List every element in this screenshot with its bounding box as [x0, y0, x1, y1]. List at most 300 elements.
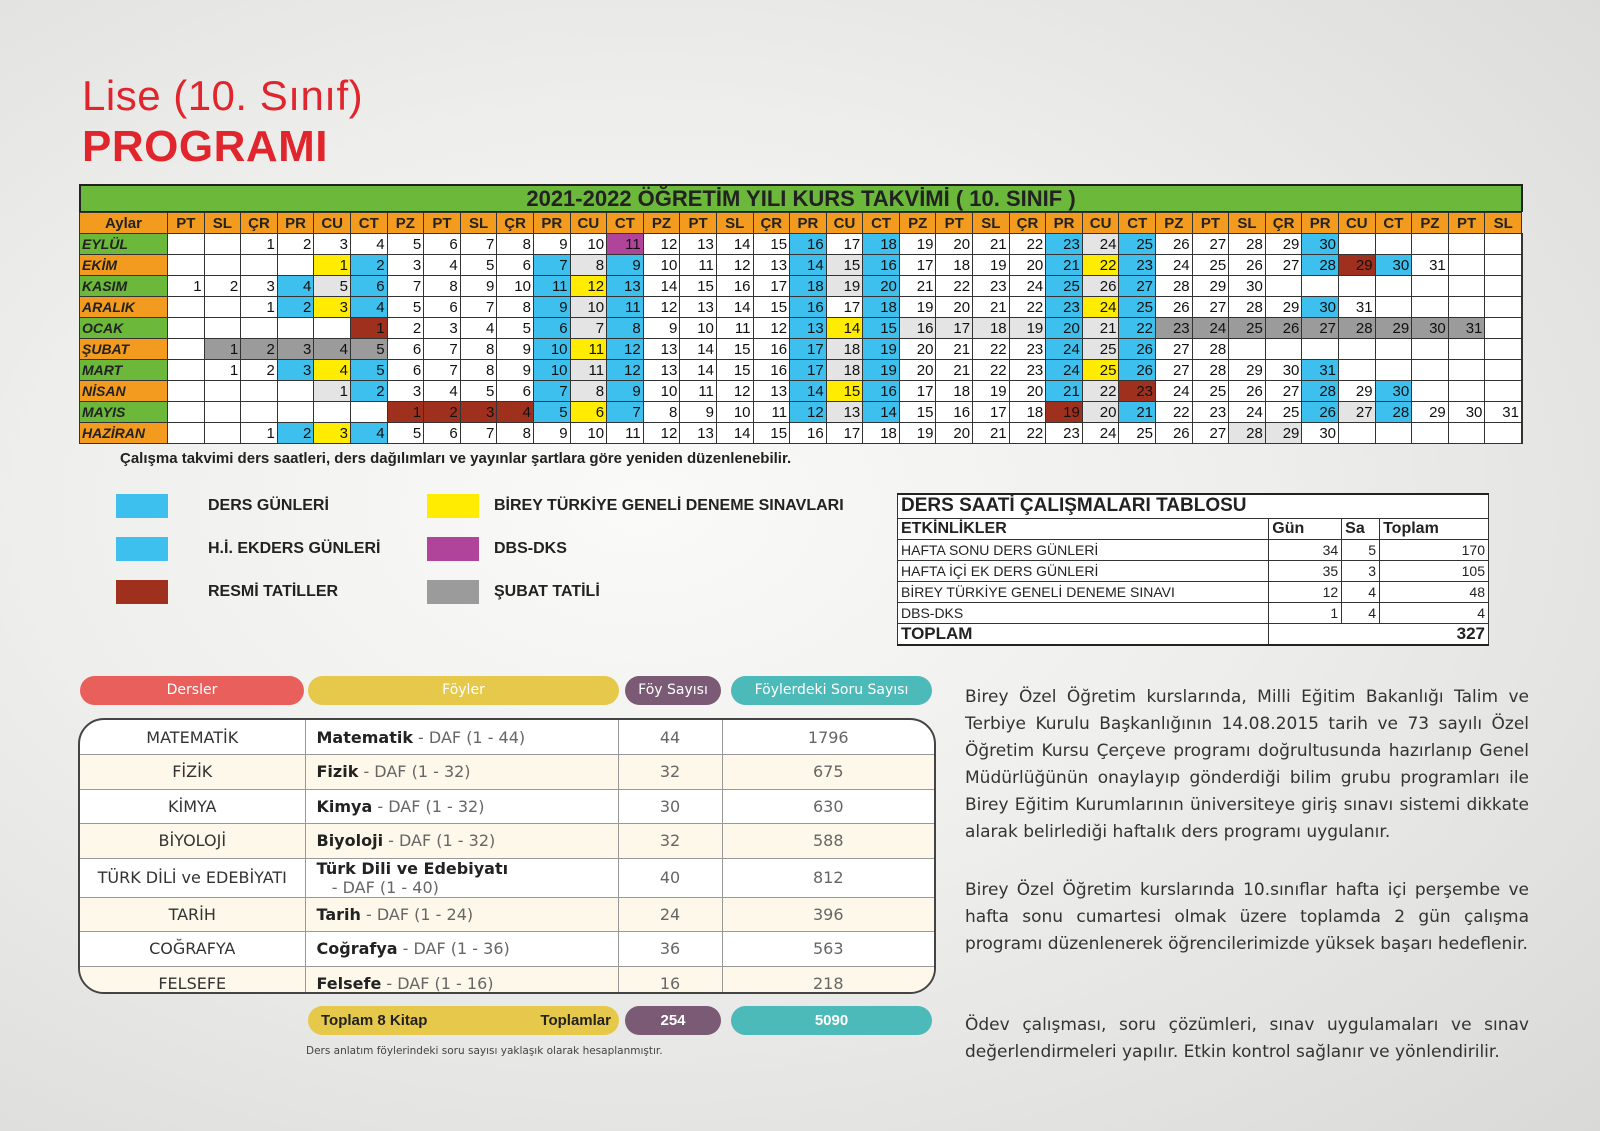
calendar-header-day: CU	[1339, 213, 1376, 234]
calendar-day-cell: 30	[1375, 381, 1412, 402]
calendar-day-cell	[1448, 423, 1485, 444]
calendar-day-cell: 11	[607, 234, 644, 255]
calendar-day-cell	[1375, 339, 1412, 360]
calendar-day-cell: 10	[533, 360, 570, 381]
books-booklet	[305, 966, 618, 994]
calendar-day-cell	[241, 402, 278, 423]
calendar-day-cell	[1339, 339, 1376, 360]
calendar-day-cell	[204, 381, 241, 402]
calendar-day-cell: 17	[826, 234, 863, 255]
calendar-month-name: OCAK	[80, 318, 168, 339]
calendar-day-cell: 28	[1156, 276, 1193, 297]
books-row	[80, 966, 934, 994]
calendar-day-cell: 15	[753, 234, 790, 255]
books-count: 44	[618, 720, 722, 755]
calendar-day-cell: 4	[277, 276, 314, 297]
calendar-day-cell	[241, 381, 278, 402]
calendar-day-cell: 25	[1046, 276, 1083, 297]
calendar-day-cell: 29	[1412, 402, 1449, 423]
calendar-header-day: PT	[1448, 213, 1485, 234]
calendar-day-cell: 8	[570, 381, 607, 402]
calendar-day-cell: 9	[607, 381, 644, 402]
calendar-day-cell	[168, 255, 205, 276]
calendar-day-cell: 10	[570, 423, 607, 444]
calendar-day-cell	[204, 318, 241, 339]
calendar-day-cell: 12	[607, 360, 644, 381]
calendar-day-cell: 24	[1156, 255, 1193, 276]
calendar-day-cell: 20	[863, 276, 900, 297]
calendar-day-cell: 14	[716, 234, 753, 255]
calendar-day-cell: 21	[899, 276, 936, 297]
hours-hours: 4	[1342, 602, 1380, 623]
calendar-day-cell: 1	[241, 423, 278, 444]
calendar-day-cell: 25	[1082, 360, 1119, 381]
calendar-day-cell	[1375, 423, 1412, 444]
books-subject: COĞRAFYA	[80, 932, 305, 967]
calendar-day-cell	[277, 402, 314, 423]
calendar-day-cell: 23	[973, 276, 1010, 297]
calendar-day-cell: 18	[863, 423, 900, 444]
header-pill-foyler: Föyler	[308, 676, 619, 705]
calendar-day-cell: 9	[607, 255, 644, 276]
calendar-header-row	[80, 213, 1523, 234]
hours-total: 170	[1380, 539, 1489, 560]
books-booklet	[305, 858, 618, 897]
calendar-day-cell	[204, 402, 241, 423]
calendar-day-cell: 29	[1339, 381, 1376, 402]
calendar-day-cell: 7	[424, 360, 461, 381]
calendar-day-cell: 18	[826, 339, 863, 360]
calendar-day-cell: 16	[790, 423, 827, 444]
calendar-day-cell: 23	[1046, 423, 1083, 444]
calendar-day-cell	[1485, 276, 1522, 297]
calendar-day-cell: 13	[643, 360, 680, 381]
calendar-day-cell: 16	[863, 381, 900, 402]
calendar-day-cell	[241, 318, 278, 339]
calendar-day-cell: 10	[497, 276, 534, 297]
calendar-day-cell: 30	[1448, 402, 1485, 423]
calendar-day-cell: 12	[753, 318, 790, 339]
books-questions: 563	[722, 932, 934, 967]
calendar-day-cell: 1	[314, 381, 351, 402]
books-subject: KİMYA	[80, 789, 305, 824]
calendar-day-cell: 13	[680, 234, 717, 255]
calendar-month-row	[80, 234, 1523, 255]
books-booklet-name: Tarih	[316, 904, 361, 924]
calendar-day-cell: 9	[643, 318, 680, 339]
calendar-day-cell: 11	[570, 339, 607, 360]
calendar-day-cell: 12	[643, 423, 680, 444]
calendar-month-row	[80, 402, 1523, 423]
hours-hours: 3	[1342, 560, 1380, 581]
calendar-header-day: PZ	[643, 213, 680, 234]
books-table-container	[78, 718, 936, 994]
calendar-day-cell: 17	[973, 402, 1010, 423]
calendar-header-day: SL	[1485, 213, 1522, 234]
calendar-day-cell: 8	[460, 360, 497, 381]
books-subject: FİZİK	[80, 755, 305, 790]
calendar-day-cell: 5	[350, 360, 387, 381]
calendar-day-cell: 13	[680, 423, 717, 444]
calendar-day-cell: 19	[1009, 318, 1046, 339]
totals-pill-books	[308, 1006, 619, 1035]
page-subtitle: PROGRAMI	[82, 122, 328, 171]
calendar-month-name: KASIM	[80, 276, 168, 297]
calendar-day-cell: 12	[570, 276, 607, 297]
calendar-day-cell: 15	[753, 297, 790, 318]
calendar-header-day: CU	[826, 213, 863, 234]
calendar-day-cell: 16	[863, 255, 900, 276]
calendar-day-cell: 23	[1046, 297, 1083, 318]
calendar-day-cell: 16	[790, 297, 827, 318]
calendar-day-cell: 1	[314, 255, 351, 276]
calendar-month-name: ARALIK	[80, 297, 168, 318]
calendar-day-cell: 2	[424, 402, 461, 423]
calendar-day-cell: 28	[1192, 339, 1229, 360]
calendar-day-cell: 1	[168, 276, 205, 297]
calendar-month-row	[80, 423, 1523, 444]
calendar-day-cell: 5	[387, 297, 424, 318]
hours-days: 12	[1269, 581, 1342, 602]
calendar-month-name: EYLÜL	[80, 234, 168, 255]
calendar-day-cell	[1339, 360, 1376, 381]
calendar-day-cell: 14	[790, 381, 827, 402]
totals-pill-soru: 5090	[731, 1006, 932, 1035]
hours-total-label: TOPLAM	[898, 623, 1269, 645]
calendar-day-cell	[168, 318, 205, 339]
calendar-day-cell: 26	[1119, 360, 1156, 381]
calendar-day-cell: 14	[863, 402, 900, 423]
hours-row	[898, 560, 1489, 581]
books-booklet	[305, 932, 618, 967]
calendar-month-name: MAYIS	[80, 402, 168, 423]
books-row	[80, 897, 934, 932]
calendar-day-cell	[168, 339, 205, 360]
calendar-header-day: PR	[533, 213, 570, 234]
hours-hours: 4	[1342, 581, 1380, 602]
calendar-day-cell	[1375, 276, 1412, 297]
calendar-day-cell: 24	[1046, 339, 1083, 360]
totals-kitap: Toplam 8 Kitap	[321, 1012, 428, 1029]
calendar-day-cell	[277, 381, 314, 402]
calendar-day-cell: 31	[1485, 402, 1522, 423]
calendar-day-cell: 8	[497, 423, 534, 444]
legend-swatch-subat-tatili	[427, 580, 479, 604]
calendar-day-cell: 9	[497, 360, 534, 381]
calendar-header-day: SL	[1229, 213, 1266, 234]
calendar-day-cell: 4	[314, 360, 351, 381]
calendar-day-cell: 13	[790, 318, 827, 339]
calendar-day-cell	[1448, 360, 1485, 381]
paragraph-1: Birey Özel Öğretim kurslarında, Milli Eğitim Bakanlığı Talim ve Terbiye Kurulu Başkanlığının 14.08.2015 tarih ve 73 sayılı Özel Öğretim Kursu Çerçeve programı doğrultusunda hazırlanıp Genel Müdürlüğünün onaylayıp gönderdiği bilim grubu programları ile Birey Eğitim Kurumlarının üniversiteye giriş sınavı sistemi dikkate alarak belirlediği haftalık ders programı uygulanır.	[965, 687, 1529, 842]
calendar-day-cell	[1485, 360, 1522, 381]
calendar-month-name: EKİM	[80, 255, 168, 276]
calendar-header-day: CT	[863, 213, 900, 234]
calendar-day-cell: 17	[826, 423, 863, 444]
calendar-month-row	[80, 255, 1523, 276]
calendar-month-row	[80, 318, 1523, 339]
calendar-day-cell: 2	[350, 255, 387, 276]
calendar-day-cell	[1448, 381, 1485, 402]
calendar-day-cell	[1521, 234, 1522, 255]
calendar-day-cell	[1485, 423, 1522, 444]
calendar-day-cell: 21	[936, 360, 973, 381]
calendar-day-cell: 3	[314, 423, 351, 444]
books-count: 24	[618, 897, 722, 932]
books-booklet-name: Felsefe	[316, 974, 382, 993]
legend-swatch-resmi-tatiller	[116, 580, 168, 604]
calendar-header-day: CU	[1082, 213, 1119, 234]
hours-total-row	[898, 623, 1489, 645]
calendar-day-cell	[204, 297, 241, 318]
calendar-day-cell: 2	[387, 318, 424, 339]
calendar-day-cell: 22	[1082, 255, 1119, 276]
calendar-header-day: PT	[936, 213, 973, 234]
books-count: 36	[618, 932, 722, 967]
books-row	[80, 720, 934, 755]
hours-hours: 5	[1342, 539, 1380, 560]
calendar-day-cell	[1485, 234, 1522, 255]
paragraph-2: Birey Özel Öğretim kurslarında 10.sınıflar hafta içi perşembe ve hafta sonu cumartesi olmak üzere toplamda 2 gün çalışma programı düzenlenerek öğrencilerimizde yüksek başarı hedeflenir.	[965, 880, 1529, 954]
calendar-header-day: SL	[716, 213, 753, 234]
calendar-day-cell	[1521, 297, 1522, 318]
books-booklet	[305, 755, 618, 790]
calendar-day-cell: 29	[1265, 423, 1302, 444]
calendar-day-cell: 17	[826, 297, 863, 318]
calendar-day-cell	[277, 255, 314, 276]
hours-total: 48	[1380, 581, 1489, 602]
calendar-day-cell: 2	[277, 423, 314, 444]
calendar-day-cell: 19	[973, 381, 1010, 402]
calendar-day-cell: 18	[863, 234, 900, 255]
calendar-day-cell: 12	[716, 255, 753, 276]
calendar-day-cell: 27	[1339, 402, 1376, 423]
calendar-day-cell: 21	[936, 339, 973, 360]
calendar-day-cell	[1521, 255, 1522, 276]
calendar-day-cell	[1302, 339, 1339, 360]
hours-days: 1	[1269, 602, 1342, 623]
calendar-day-cell: 22	[1009, 297, 1046, 318]
calendar-day-cell	[241, 255, 278, 276]
hours-days: 35	[1269, 560, 1342, 581]
calendar-day-cell: 5	[497, 318, 534, 339]
calendar-header-day: PZ	[1412, 213, 1449, 234]
books-booklet-range: - DAF (1 - 36)	[397, 939, 510, 959]
calendar-day-cell: 17	[753, 276, 790, 297]
calendar-day-cell: 13	[753, 255, 790, 276]
calendar-day-cell: 13	[643, 339, 680, 360]
calendar-day-cell: 5	[314, 276, 351, 297]
calendar-day-cell: 6	[533, 318, 570, 339]
calendar-day-cell: 23	[1119, 255, 1156, 276]
calendar-day-cell: 4	[497, 402, 534, 423]
calendar-header-day: PR	[277, 213, 314, 234]
books-booklet	[305, 824, 618, 859]
calendar-day-cell: 31	[1302, 360, 1339, 381]
calendar-day-cell: 6	[424, 423, 461, 444]
calendar-day-cell: 18	[826, 360, 863, 381]
calendar-day-cell: 17	[899, 381, 936, 402]
calendar-day-cell: 25	[1229, 318, 1266, 339]
calendar-day-cell	[168, 381, 205, 402]
calendar-day-cell: 1	[241, 234, 278, 255]
books-row	[80, 755, 934, 790]
calendar-day-cell: 24	[1082, 297, 1119, 318]
calendar-day-cell: 6	[350, 276, 387, 297]
calendar-day-cell: 8	[497, 234, 534, 255]
calendar-day-cell	[1412, 339, 1449, 360]
calendar-day-cell: 7	[460, 297, 497, 318]
course-calendar	[79, 184, 1523, 444]
calendar-day-cell: 11	[533, 276, 570, 297]
calendar-day-cell: 8	[460, 339, 497, 360]
calendar-day-cell: 19	[1046, 402, 1083, 423]
books-row	[80, 824, 934, 859]
books-footnote: Ders anlatım föylerindeki soru sayısı yaklaşık olarak hesaplanmıştır.	[306, 1045, 663, 1057]
calendar-day-cell	[1412, 234, 1449, 255]
calendar-day-cell: 3	[277, 339, 314, 360]
calendar-day-cell: 16	[936, 402, 973, 423]
books-booklet	[305, 720, 618, 755]
calendar-day-cell: 26	[1229, 381, 1266, 402]
calendar-day-cell: 18	[936, 381, 973, 402]
legend-label-dbs-dks: DBS-DKS	[494, 540, 567, 557]
books-subject: TARİH	[80, 897, 305, 932]
calendar-day-cell: 7	[570, 318, 607, 339]
calendar-day-cell	[1485, 381, 1522, 402]
calendar-day-cell: 25	[1119, 234, 1156, 255]
calendar-day-cell	[204, 255, 241, 276]
calendar-day-cell	[1412, 360, 1449, 381]
calendar-day-cell: 7	[460, 423, 497, 444]
calendar-day-cell: 30	[1302, 234, 1339, 255]
calendar-day-cell: 20	[936, 423, 973, 444]
calendar-day-cell	[168, 402, 205, 423]
calendar-day-cell: 1	[350, 318, 387, 339]
calendar-month-row	[80, 381, 1523, 402]
calendar-day-cell: 24	[1229, 402, 1266, 423]
calendar-header-day: PT	[1192, 213, 1229, 234]
calendar-day-cell: 20	[936, 297, 973, 318]
hours-activity: HAFTA İÇİ EK DERS GÜNLERİ	[898, 560, 1269, 581]
calendar-day-cell: 2	[241, 360, 278, 381]
calendar-day-cell: 22	[1009, 423, 1046, 444]
calendar-day-cell	[314, 318, 351, 339]
calendar-header-day: CU	[570, 213, 607, 234]
calendar-day-cell: 31	[1339, 297, 1376, 318]
calendar-day-cell: 24	[1082, 234, 1119, 255]
calendar-day-cell: 19	[863, 339, 900, 360]
calendar-header-day: CT	[1119, 213, 1156, 234]
calendar-day-cell: 23	[1046, 234, 1083, 255]
calendar-day-cell: 20	[936, 234, 973, 255]
calendar-day-cell: 21	[1119, 402, 1156, 423]
hours-days: 34	[1269, 539, 1342, 560]
calendar-day-cell: 5	[460, 255, 497, 276]
calendar-day-cell: 9	[533, 297, 570, 318]
books-subject: TÜRK DİLİ ve EDEBİYATI	[80, 858, 305, 897]
calendar-day-cell: 27	[1192, 234, 1229, 255]
legend-swatch-deneme-sinavlari	[427, 494, 479, 518]
calendar-day-cell: 9	[460, 276, 497, 297]
header-pill-foy-sayisi: Föy Sayısı	[625, 676, 721, 705]
calendar-day-cell: 2	[350, 381, 387, 402]
calendar-day-cell	[1375, 360, 1412, 381]
calendar-day-cell	[1521, 276, 1522, 297]
calendar-header-day: SL	[460, 213, 497, 234]
calendar-table	[79, 212, 1523, 444]
calendar-day-cell: 28	[1192, 360, 1229, 381]
calendar-day-cell: 29	[1229, 360, 1266, 381]
calendar-day-cell: 2	[277, 297, 314, 318]
calendar-day-cell: 5	[460, 381, 497, 402]
calendar-day-cell: 20	[1082, 402, 1119, 423]
calendar-day-cell	[1412, 297, 1449, 318]
books-booklet-range: - DAF (1 - 32)	[358, 762, 471, 782]
calendar-day-cell: 15	[826, 255, 863, 276]
legend-swatch-ekders-gunleri	[116, 537, 168, 561]
calendar-day-cell: 6	[497, 255, 534, 276]
hours-activity: BİREY TÜRKİYE GENELİ DENEME SINAVI	[898, 581, 1269, 602]
calendar-day-cell: 10	[680, 318, 717, 339]
calendar-day-cell: 7	[387, 276, 424, 297]
calendar-day-cell: 11	[607, 423, 644, 444]
books-table	[80, 720, 934, 994]
calendar-day-cell: 27	[1119, 276, 1156, 297]
calendar-day-cell: 21	[973, 234, 1010, 255]
calendar-header-day: CT	[1375, 213, 1412, 234]
calendar-day-cell: 4	[424, 381, 461, 402]
calendar-day-cell: 30	[1412, 318, 1449, 339]
calendar-day-cell	[1448, 297, 1485, 318]
calendar-day-cell: 11	[716, 318, 753, 339]
calendar-day-cell: 29	[1339, 255, 1376, 276]
calendar-header-day: ÇR	[497, 213, 534, 234]
hours-row	[898, 581, 1489, 602]
calendar-day-cell: 4	[314, 339, 351, 360]
calendar-month-row	[80, 339, 1523, 360]
books-subject: MATEMATİK	[80, 720, 305, 755]
calendar-day-cell: 30	[1229, 276, 1266, 297]
hours-table-caption: DERS SAATİ ÇALIŞMALARI TABLOSU	[898, 494, 1489, 518]
calendar-day-cell: 1	[204, 339, 241, 360]
calendar-day-cell: 3	[277, 360, 314, 381]
hours-col-toplam: Toplam	[1380, 518, 1489, 539]
calendar-day-cell: 2	[277, 234, 314, 255]
calendar-day-cell: 21	[1082, 318, 1119, 339]
books-row	[80, 858, 934, 897]
header-pill-soru-sayisi: Föylerdeki Soru Sayısı	[731, 676, 932, 705]
calendar-day-cell: 18	[973, 318, 1010, 339]
totals-pill-foy: 254	[625, 1006, 721, 1035]
calendar-day-cell: 29	[1265, 234, 1302, 255]
calendar-day-cell: 30	[1265, 360, 1302, 381]
calendar-day-cell: 13	[607, 276, 644, 297]
calendar-day-cell: 3	[241, 276, 278, 297]
calendar-day-cell: 29	[1375, 318, 1412, 339]
calendar-day-cell: 28	[1302, 381, 1339, 402]
calendar-day-cell: 24	[1009, 276, 1046, 297]
calendar-day-cell: 23	[1192, 402, 1229, 423]
calendar-day-cell: 23	[1156, 318, 1193, 339]
calendar-day-cell	[1521, 318, 1522, 339]
calendar-day-cell: 26	[1229, 255, 1266, 276]
calendar-note: Çalışma takvimi ders saatleri, ders dağılımları ve yayınlar şartlara göre yeniden düzenlenebilir.	[120, 450, 792, 467]
calendar-day-cell: 19	[899, 297, 936, 318]
legend-label-subat-tatili: ŞUBAT TATİLİ	[494, 583, 600, 600]
calendar-header-day: SL	[973, 213, 1010, 234]
books-booklet-range: - DAF (1 - 44)	[412, 727, 526, 747]
